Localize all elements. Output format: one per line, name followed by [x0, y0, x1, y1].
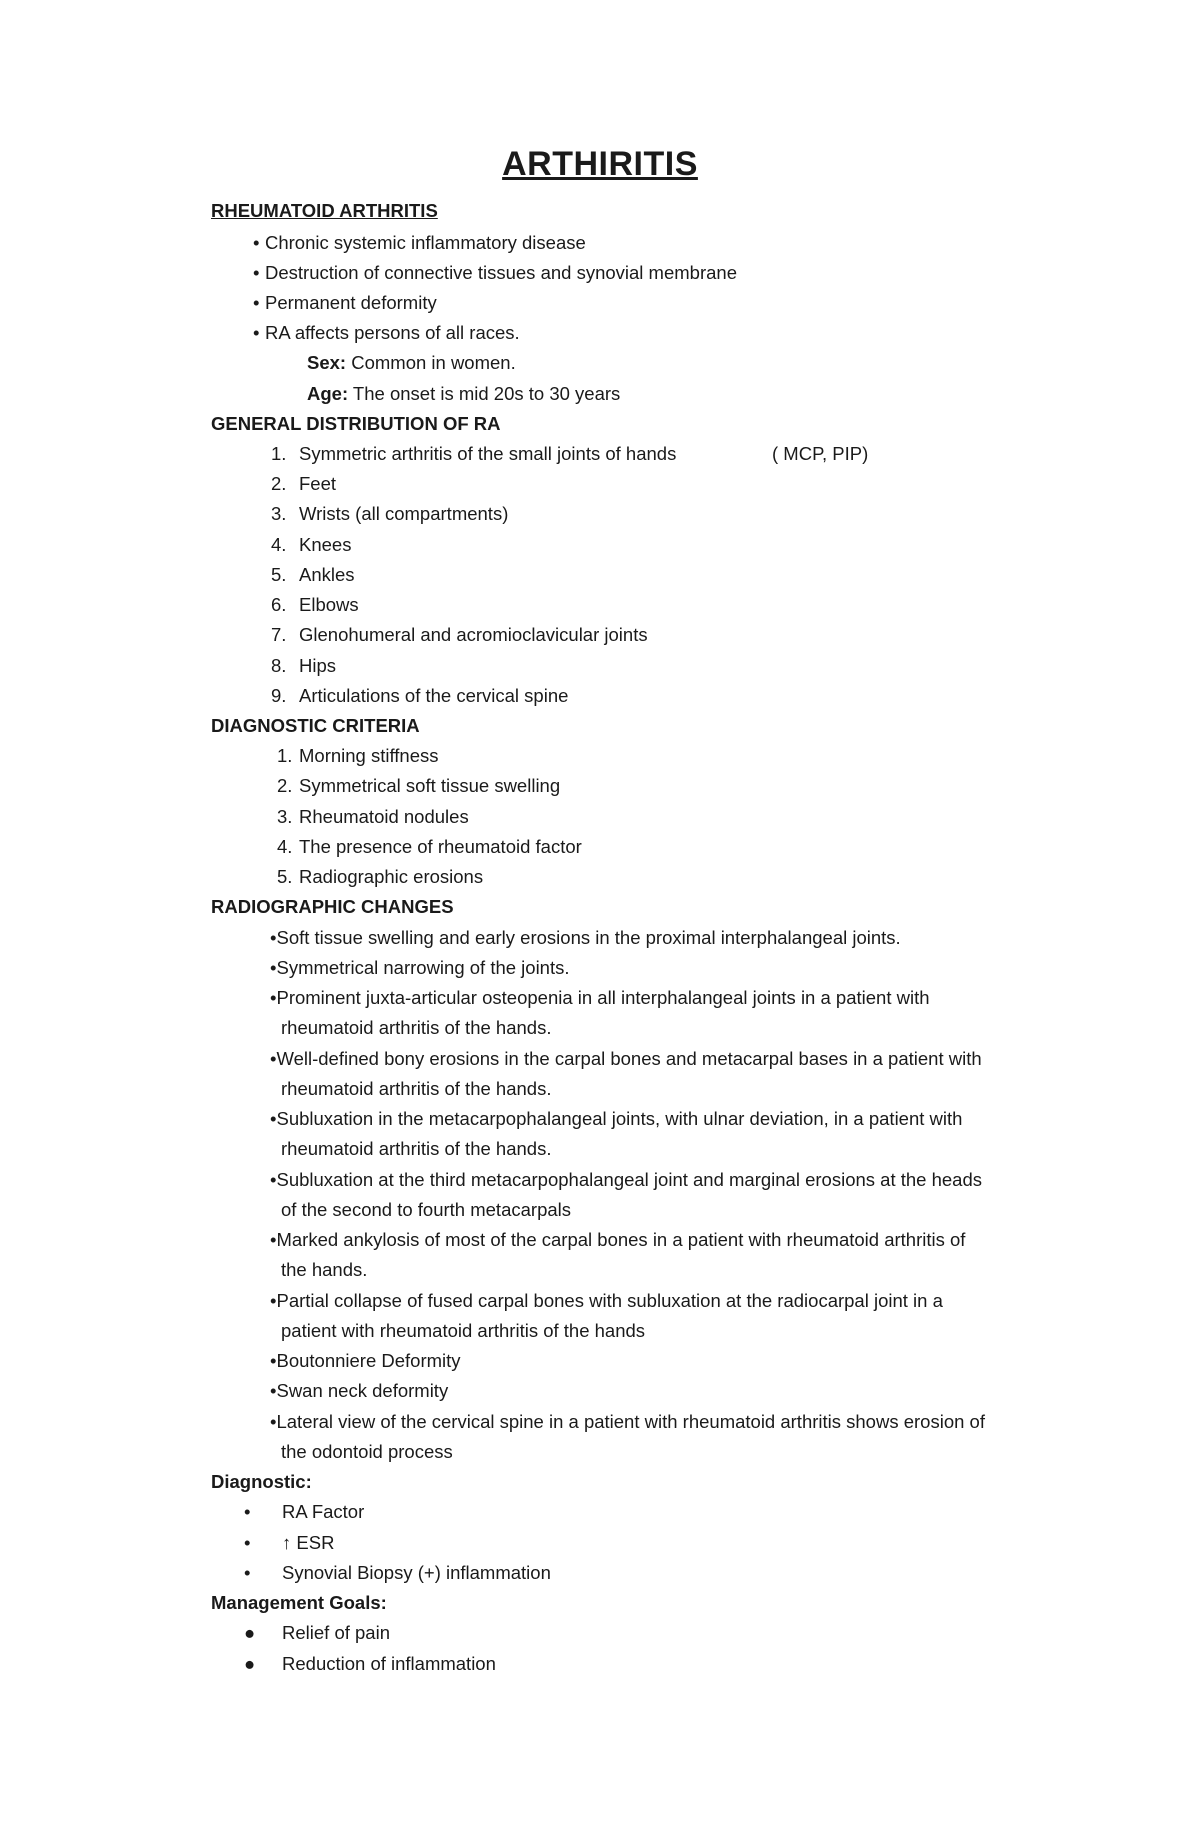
list-item: • Synovial Biopsy (+) inflammation — [244, 1562, 551, 1583]
section-heading-diagnostic: Diagnostic: — [211, 1471, 312, 1492]
bullet: • — [253, 232, 260, 253]
list-item: • ↑ ESR — [244, 1532, 335, 1553]
document-title: ARTHIRITIS — [502, 145, 698, 183]
age-line: Age: The onset is mid 20s to 30 years — [307, 383, 621, 404]
list-item: • Destruction of connective tissues and synovial membrane — [253, 262, 737, 283]
list-item: 2. Feet — [271, 473, 337, 494]
bullet: • — [244, 1532, 251, 1553]
radiographic-line: •Lateral view of the cervical spine in a patient with rheumatoid arthritis shows erosion of — [270, 1411, 985, 1432]
section-heading-ra: RHEUMATOID ARTHRITIS — [211, 200, 438, 221]
section-heading-radiographic: RADIOGRAPHIC CHANGES — [211, 896, 454, 917]
list-item: 1. Morning stiffness — [277, 745, 439, 766]
list-item: • Permanent deformity — [253, 292, 437, 313]
list-item: • RA Factor — [244, 1501, 365, 1522]
list-item: ● Reduction of inflammation — [244, 1653, 496, 1674]
radiographic-line: •Subluxation at the third metacarpophalangeal joint and marginal erosions at the heads — [270, 1169, 982, 1190]
radiographic-line: •Subluxation in the metacarpophalangeal joints, with ulnar deviation, in a patient with — [270, 1108, 963, 1129]
bullet: • — [253, 262, 260, 283]
radiographic-line: the hands. — [281, 1259, 368, 1280]
list-item: • RA affects persons of all races. — [253, 322, 520, 343]
radiographic-line: •Symmetrical narrowing of the joints. — [270, 957, 570, 978]
radiographic-line: •Soft tissue swelling and early erosions in the proximal interphalangeal joints. — [270, 927, 901, 948]
bullet: ● — [244, 1653, 256, 1674]
bullet: • — [253, 322, 260, 343]
radiographic-line: of the second to fourth metacarpals — [281, 1199, 572, 1220]
list-item: 8. Hips — [271, 655, 337, 676]
list-item: 6. Elbows — [271, 594, 359, 615]
joints-aside-note: ( MCP, PIP) — [772, 443, 869, 464]
radiographic-line: rheumatoid arthritis of the hands. — [281, 1138, 552, 1159]
bullet: • — [244, 1501, 251, 1522]
list-item: 4. The presence of rheumatoid factor — [277, 836, 582, 857]
section-heading-distribution: GENERAL DISTRIBUTION OF RA — [211, 413, 501, 434]
radiographic-line: •Well-defined bony erosions in the carpal bones and metacarpal bases in a patient with — [270, 1048, 982, 1069]
radiographic-line: •Swan neck deformity — [270, 1380, 449, 1401]
list-item: 5. Radiographic erosions — [277, 866, 484, 887]
radiographic-line: rheumatoid arthritis of the hands. — [281, 1017, 552, 1038]
list-item: 4. Knees — [271, 534, 352, 555]
list-item: 2. Symmetrical soft tissue swelling — [277, 775, 561, 796]
bullet: • — [244, 1562, 251, 1583]
radiographic-line: •Partial collapse of fused carpal bones with subluxation at the radiocarpal joint in a — [270, 1290, 943, 1311]
radiographic-line: •Marked ankylosis of most of the carpal bones in a patient with rheumatoid arthritis of — [270, 1229, 966, 1250]
sex-line: Sex: Common in women. — [307, 352, 516, 373]
section-heading-management: Management Goals: — [211, 1592, 387, 1613]
list-item: 9. Articulations of the cervical spine — [271, 685, 569, 706]
list-item: 5. Ankles — [271, 564, 355, 585]
section-heading-criteria: DIAGNOSTIC CRITERIA — [211, 715, 420, 736]
radiographic-line: •Prominent juxta-articular osteopenia in all interphalangeal joints in a patient with — [270, 987, 930, 1008]
list-item: 1. Symmetric arthritis of the small joints of hands — [271, 443, 677, 464]
sex-label: Sex: — [307, 352, 347, 373]
list-item: 7. Glenohumeral and acromioclavicular joints — [271, 624, 648, 645]
list-item: ● Relief of pain — [244, 1622, 390, 1643]
list-item: • Chronic systemic inflammatory disease — [253, 232, 586, 253]
radiographic-line: patient with rheumatoid arthritis of the hands — [281, 1320, 646, 1341]
list-item: 3. Wrists (all compartments) — [271, 503, 509, 524]
age-label: Age: — [307, 383, 349, 404]
bullet: • — [253, 292, 260, 313]
bullet: ● — [244, 1622, 256, 1643]
radiographic-line: the odontoid process — [281, 1441, 453, 1462]
radiographic-line: •Boutonniere Deformity — [270, 1350, 461, 1371]
radiographic-line: rheumatoid arthritis of the hands. — [281, 1078, 552, 1099]
list-item: 3. Rheumatoid nodules — [277, 806, 469, 827]
